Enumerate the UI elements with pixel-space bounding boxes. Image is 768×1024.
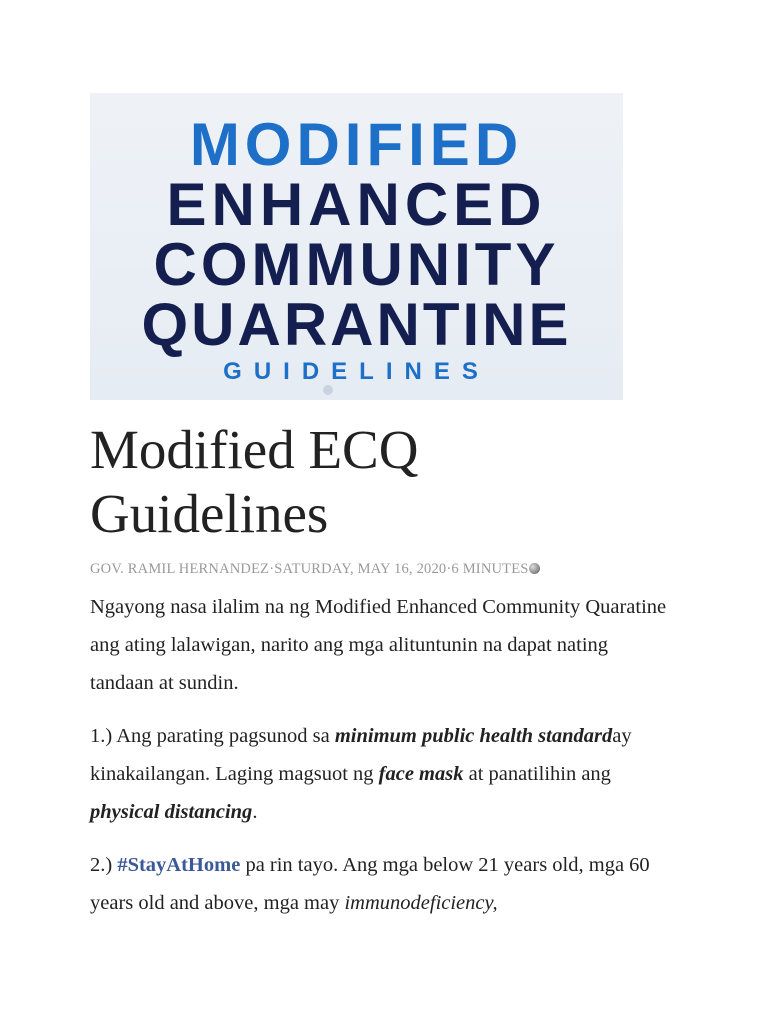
emphasis: face mask — [378, 763, 464, 785]
article-title: Modified ECQ Guidelines — [90, 419, 419, 544]
banner-line-modified: MODIFIED — [189, 111, 524, 178]
article-body — [90, 588, 670, 937]
banner-dot — [323, 385, 333, 395]
text: 1.) Ang parating pagsunod sa — [90, 725, 335, 747]
text: 2.) — [90, 854, 118, 876]
meta-separator: · — [446, 561, 452, 577]
post-date: SATURDAY, MAY 16, 2020 — [274, 561, 447, 577]
emphasis: minimum public health standard — [334, 725, 613, 747]
guideline-item-2 — [90, 846, 670, 922]
text: . — [252, 801, 258, 823]
banner-line-guidelines: GUIDELINES — [223, 358, 490, 385]
banner-line-community: COMMUNITY — [153, 231, 560, 298]
text: at panatilihin ang — [463, 763, 611, 785]
meta-separator: · — [269, 561, 275, 577]
banner-line-enhanced: ENHANCED — [166, 171, 547, 238]
author-link[interactable]: GOV. RAMIL HERNANDEZ — [90, 561, 270, 577]
banner-line-quarantine: QUARANTINE — [141, 291, 572, 358]
globe-icon — [529, 563, 540, 574]
emphasis: physical distancing — [90, 801, 253, 823]
text: ay kinakailangan. Laging magsuot ng — [90, 725, 632, 785]
article-meta — [90, 561, 540, 578]
intro-paragraph: Ngayong nasa ilalim na ng Modified Enhanced Community Quaratine ang ating lalawigan, narito ang mga alituntunin na dapat nating tandaan at sundin. — [90, 596, 667, 694]
emphasis: immunodeficiency, — [344, 892, 498, 914]
text: pa rin tayo. Ang mga below 21 years old, mga 60 years old and above, mga may — [90, 854, 650, 914]
guideline-item-1 — [90, 717, 670, 831]
mecq-guidelines-banner — [90, 93, 623, 400]
hashtag-link[interactable]: #StayAtHome — [117, 854, 241, 876]
read-time: 6 MINUTES — [451, 561, 529, 577]
